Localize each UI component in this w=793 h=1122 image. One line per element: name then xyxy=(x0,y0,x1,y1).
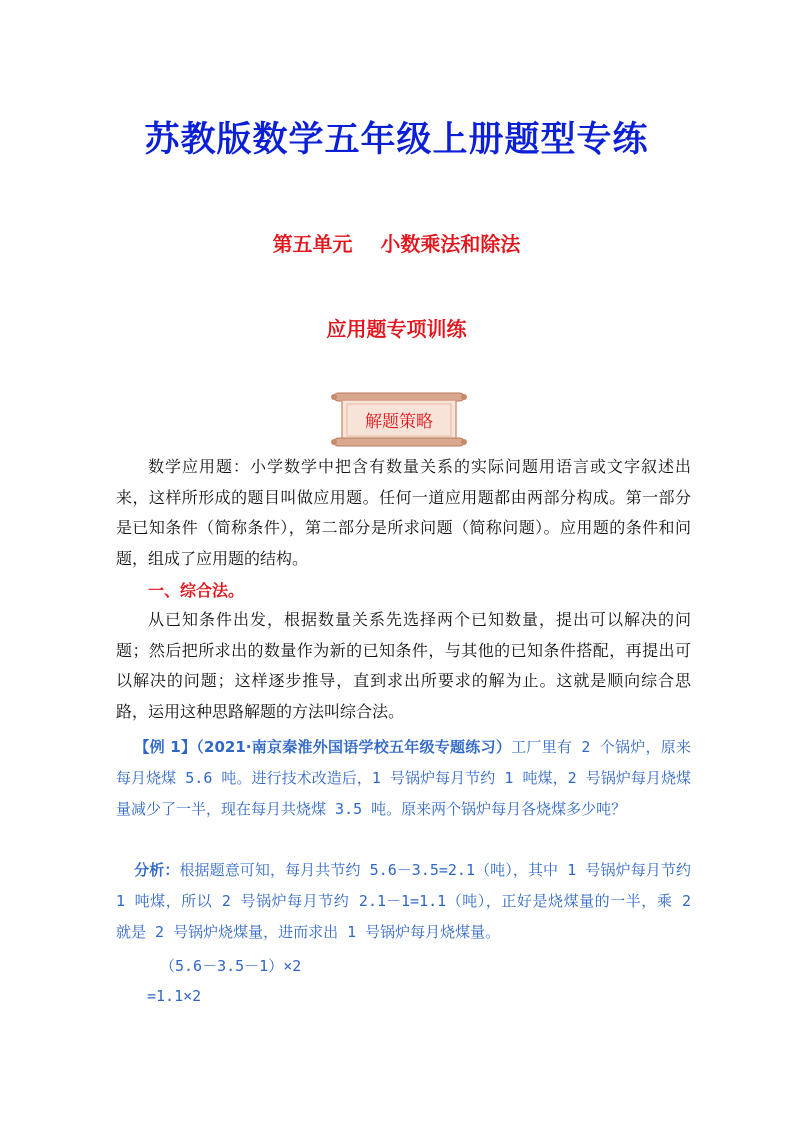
calc-line-2: =1.1×2 xyxy=(147,987,202,1005)
unit-title: 第五单元 小数乘法和除法 xyxy=(272,232,521,256)
intro-paragraph: 数学应用题：小学数学中把含有数量关系的实际问题用语言或文字叙述出来，这样所形成的题目叫做应用题。任何一道应用题都由两部分构成。第一部分是已知条件（简称条件），第二部分是所求问题（简称问题）。应用题的条件和问题，组成了应用题的结构。 xyxy=(116,457,691,568)
example-source: （2021·南京秦淮外国语学校五年级专题练习） xyxy=(196,738,512,756)
analysis-text: 根据题意可知，每月共节约 5.6－3.5=2.1（吨），其中 1 号锅炉每月节约 1 吨煤，所以 2 号锅炉每月节约 2.1－1=1.1（吨），正好是烧煤量的一半，乘 2 就是 2 号锅炉烧煤量，进而求出 1 号锅炉每月烧煤量。 xyxy=(116,861,691,941)
strategy-banner xyxy=(330,390,468,448)
section-heading: 一、综合法。 xyxy=(148,581,245,600)
example-1 xyxy=(116,732,691,825)
sub-title: 应用题专项训练 xyxy=(326,317,467,341)
analysis-tag: 分析： xyxy=(134,861,180,879)
method-paragraph: 从已知条件出发，根据数量关系先选择两个已知数量，提出可以解决的问题；然后把所求出的数量作为新的已知条件，与其他的已知条件搭配，再提出可以解决的问题；这样逐步推导，直到求出所要求的解为止。这就是顺向综合思路，运用这种思路解题的方法叫综合法。 xyxy=(116,610,691,721)
banner-label: 解题策略 xyxy=(365,412,433,432)
calc-line-1: （5.6－3.5－1）×2 xyxy=(160,957,302,975)
analysis xyxy=(116,855,691,948)
main-title: 苏教版数学五年级上册题型专练 xyxy=(144,120,649,160)
example-text: 工厂里有 2 个锅炉，原来每月烧煤 5.6 吨。进行技术改造后，1 号锅炉每月节约 1 吨煤，2 号锅炉每月烧煤量减少了一半，现在每月共烧煤 3.5 吨。原来两个锅炉每月各烧煤多少吨？ xyxy=(116,738,692,818)
example-tag: 【例 1】 xyxy=(134,738,197,756)
